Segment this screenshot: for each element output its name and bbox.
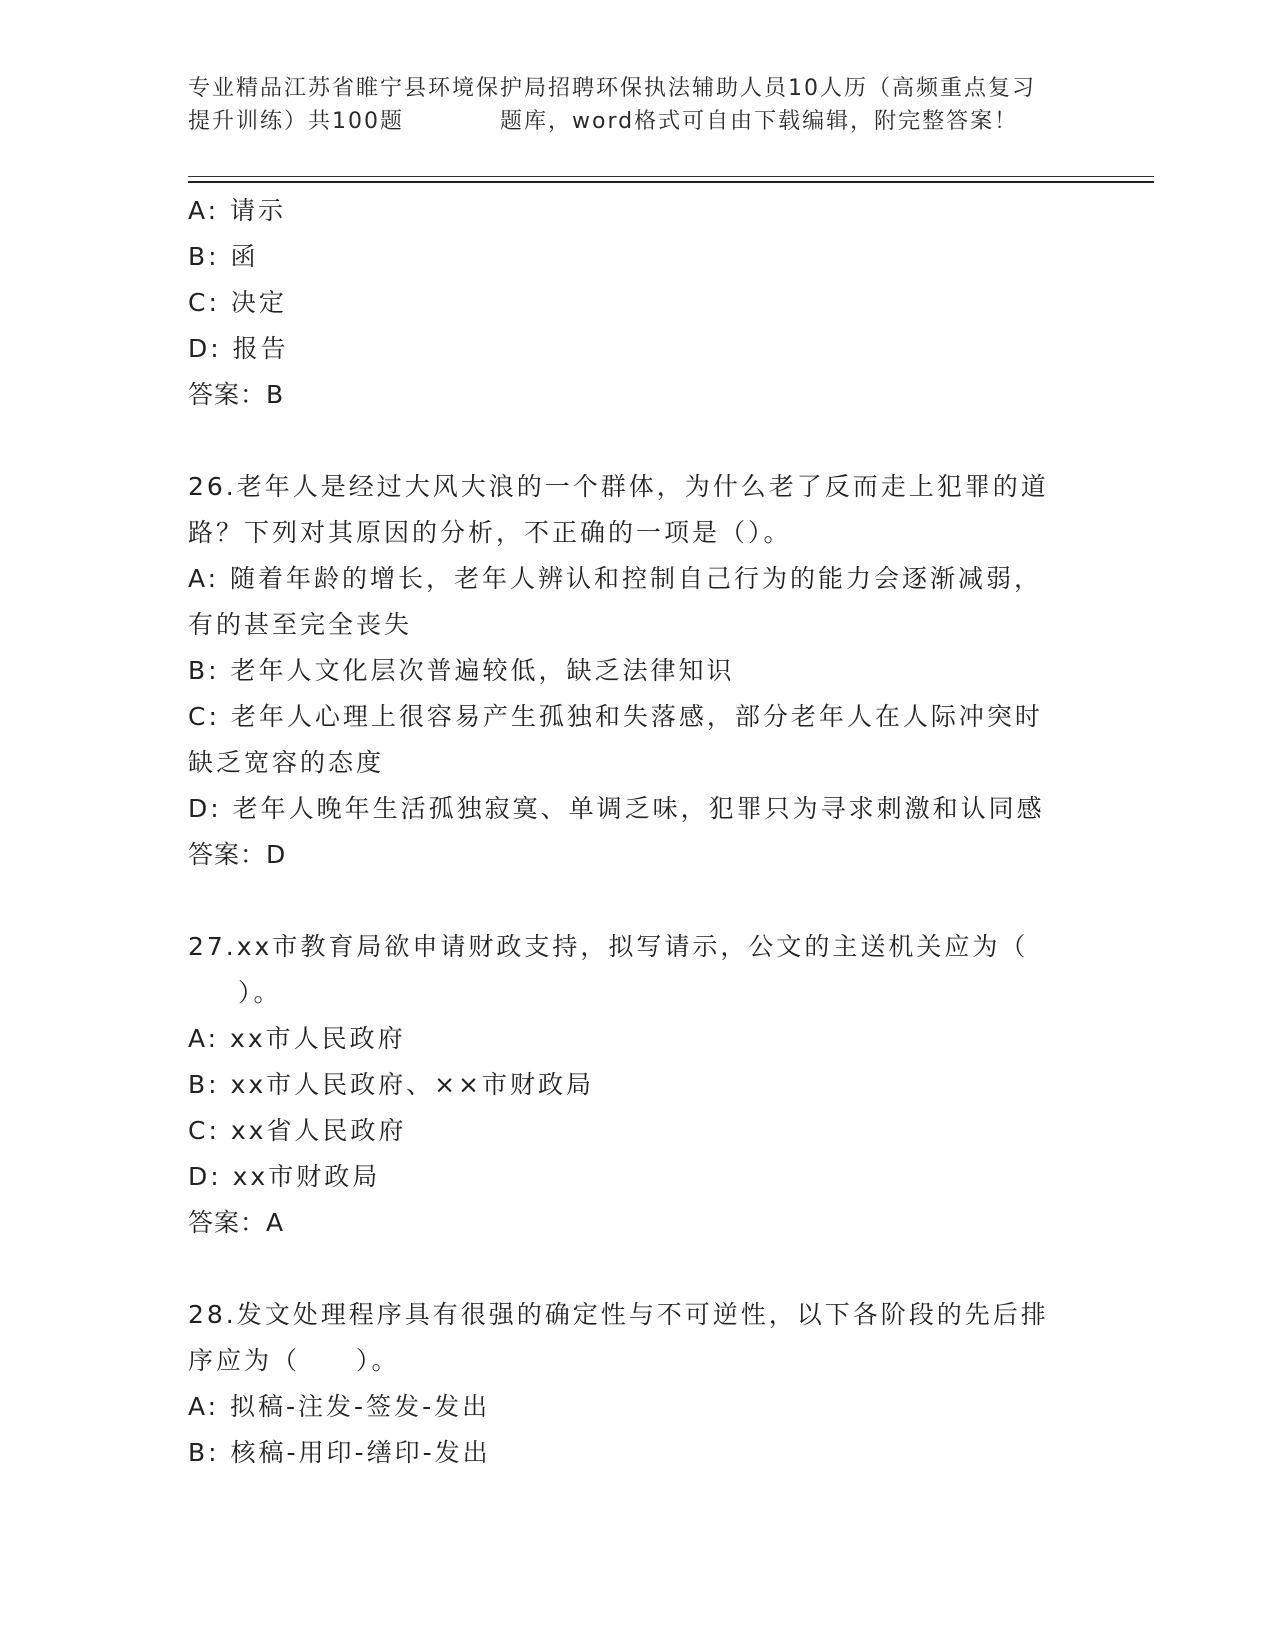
q27-option-a: A: xx市人民政府 (188, 1024, 406, 1053)
q28-stem-line-1: 28.发文处理程序具有很强的确定性与不可逆性，以下各阶段的先后排 (188, 1300, 1049, 1329)
q27-stem-line-2: ）。 (238, 978, 282, 1007)
q25-option-b: B: 函 (188, 242, 259, 271)
q26-option-a-line-2: 有的甚至完全丧失 (188, 610, 413, 639)
header-line-1: 专业精品江苏省睢宁县环境保护局招聘环保执法辅助人员10人历（高频重点复习 (188, 76, 1036, 101)
q28-option-b: B: 核稿-用印-缮印-发出 (188, 1438, 491, 1467)
header-divider-thin (188, 176, 1154, 177)
q25-option-a: A: 请示 (188, 196, 287, 225)
q28-option-a: A: 拟稿-注发-签发-发出 (188, 1392, 491, 1421)
q25-option-c: C: 决定 (188, 288, 287, 317)
q26-stem-line-1: 26.老年人是经过大风大浪的一个群体，为什么老了反而走上犯罪的道 (188, 472, 1049, 501)
q27-option-d: D: xx市财政局 (188, 1162, 381, 1191)
q27-option-b: B: xx市人民政府、××市财政局 (188, 1070, 595, 1099)
q26-option-c-line-2: 缺乏宽容的态度 (188, 748, 385, 777)
question-27-block (188, 924, 1088, 1246)
q25-option-d: D: 报告 (188, 334, 289, 363)
header-line-2-part-a: 提升训练）共100题 (188, 109, 404, 134)
q27-answer: 答案：A (188, 1208, 285, 1237)
q27-stem-line-1: 27.xx市教育局欲申请财政支持，拟写请示，公文的主送机关应为（ (188, 932, 1029, 961)
q26-option-a-line-1: A: 随着年龄的增长，老年人辨认和控制自己行为的能力会逐渐减弱， (188, 564, 1043, 593)
header-line-2-part-b: 题库，word格式可自由下载编辑，附完整答案！ (500, 109, 1019, 134)
q26-stem-line-2: 路？下列对其原因的分析，不正确的一项是（）。 (188, 518, 792, 547)
question-26-block (188, 464, 1088, 878)
q27-option-c: C: xx省人民政府 (188, 1116, 407, 1145)
page-header (188, 72, 1078, 138)
q26-option-c-line-1: C: 老年人心理上很容易产生孤独和失落感，部分老年人在人际冲突时 (188, 702, 1043, 731)
q26-answer: 答案：D (188, 840, 287, 869)
question-content (188, 188, 1088, 1476)
q28-stem-line-2: 序应为（ ）。 (188, 1346, 400, 1375)
header-divider-thick (188, 181, 1154, 183)
question-28-block (188, 1292, 1088, 1476)
q26-option-b: B: 老年人文化层次普遍较低，缺乏法律知识 (188, 656, 735, 685)
q26-option-d: D: 老年人晚年生活孤独寂寞、单调乏味，犯罪只为寻求刺激和认同感 (188, 794, 1045, 823)
header-line-2 (188, 105, 1078, 138)
question-25-block (188, 188, 1088, 418)
q25-answer: 答案：B (188, 380, 285, 409)
